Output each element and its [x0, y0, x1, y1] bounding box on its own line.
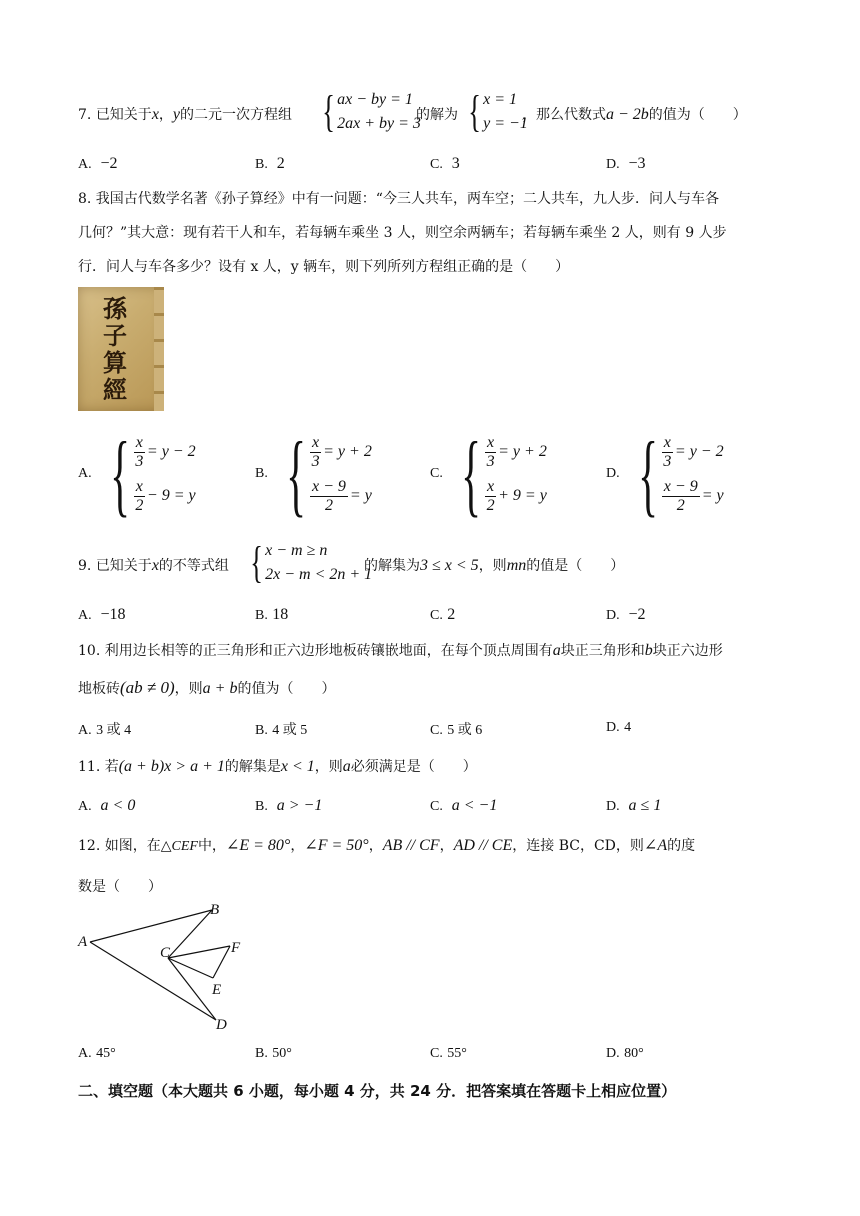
q8-stem-line2: 几何？”其大意：现有若干人和车，若每辆车乘坐 3 人，则空余两辆车；若每辆车乘坐 2 人，则有 9 人步: [78, 225, 727, 241]
point-label-d: D: [216, 1017, 227, 1033]
q11-option-b[interactable]: B. a > −1: [255, 797, 323, 814]
q11-stem: 11. 若(a + b)x > a + 1的解集是x < 1，则a必须满足是（ ）: [78, 758, 477, 775]
q11-option-c[interactable]: C. a < −1: [430, 797, 498, 814]
book-title: 孫子算經: [103, 294, 127, 404]
book-spine: [154, 287, 164, 411]
q12-geometry-figure: [70, 898, 260, 1038]
q9-option-d[interactable]: D. −2: [606, 606, 646, 623]
q7-stem-part2: ，那么代数式a − 2b的值为（ ）: [522, 106, 747, 123]
q9-inequality-system: { x − m ≥ n 2x − m < 2n + 1: [250, 538, 373, 587]
sunzi-suanjing-book-image: [78, 287, 164, 411]
q7-equation-system: { ax − by = 1 2ax + by = 3: [322, 87, 421, 136]
q8-stem-line3: 行．问人与车各多少？设有 x 人，y 辆车，则下列所列方程组正确的是（ ）: [78, 259, 570, 275]
q7-solution-system: { x = 1 y = −1: [468, 87, 528, 136]
q11-option-a[interactable]: A. a < 0: [78, 797, 136, 814]
q7-option-a[interactable]: A. −2: [78, 155, 118, 172]
point-label-f: F: [231, 940, 241, 956]
segment-ab: [90, 910, 212, 942]
q12-option-d[interactable]: D. 80°: [606, 1046, 644, 1061]
q10-option-a[interactable]: A. 3 或 4: [78, 723, 132, 738]
q12-stem-line1: 12. 如图，在△CEF中，∠E = 80°，∠F = 50°，AB // CF，AD // CE，连接 BC，CD，则∠A的度: [78, 837, 696, 854]
q9-option-c[interactable]: C. 2: [430, 606, 456, 623]
q9-option-b[interactable]: B. 18: [255, 606, 289, 623]
q10-stem-line1: 10. 利用边长相等的正三角形和正六边形地板砖镶嵌地面，在每个顶点周围有a块正三角形和b块正六边形: [78, 642, 723, 659]
q10-option-b[interactable]: B. 4 或 5: [255, 723, 308, 738]
q12-stem-line2: 数是（ ）: [78, 879, 162, 895]
q12-option-c[interactable]: C. 55°: [430, 1046, 467, 1061]
point-label-a: A: [78, 934, 88, 950]
q10-stem-line2: 地板砖(ab ≠ 0)，则a + b的值为（ ）: [78, 678, 336, 697]
q12-option-a[interactable]: A. 45°: [78, 1046, 116, 1061]
segment-ce: [168, 958, 213, 978]
q7-stem-part1: 7. 已知关于x，y的二元一次方程组: [78, 106, 293, 123]
point-label-c: C: [160, 945, 171, 961]
q10-option-d[interactable]: D. 4: [606, 720, 632, 735]
q9-stem-part1: 9. 已知关于x的不等式组: [78, 557, 229, 574]
q8-option-c[interactable]: C. { $\frac{x}{3}$ = y + 2 $\frac{x}{2}$ + 9 = y: [430, 423, 547, 525]
q9-stem-part2: 的解集为3 ≤ x < 5，则mn的值是（ ）: [364, 557, 625, 574]
segment-ad: [90, 942, 216, 1020]
q8-stem-line1: 8. 我国古代数学名著《孙子算经》中有一问题：“今三人共车，两车空；二人共车，九人步．问人与车各: [78, 191, 719, 207]
segment-fe: [213, 946, 230, 978]
section-2-heading: 二、填空题（本大题共 6 小题，每小题 4 分，共 24 分．把答案填在答题卡上相应位置）: [78, 1082, 677, 1100]
q8-option-a[interactable]: A. { $\frac{x}{3}$ = y − 2 $\frac{x}{2}$ − 9 = y: [78, 423, 196, 525]
point-label-b: B: [210, 902, 220, 918]
q8-option-d[interactable]: D. { $\frac{x}{3}$ = y − 2 $\frac{x - 9}{2}$ = y: [606, 423, 724, 525]
q12-option-b[interactable]: B. 50°: [255, 1046, 292, 1061]
q8-option-b[interactable]: B. { $\frac{x}{3}$ = y + 2 $\frac{x - 9}{2}$ = y: [255, 423, 372, 525]
point-label-e: E: [212, 982, 222, 998]
segment-cd: [168, 958, 216, 1020]
q7-option-c[interactable]: C. 3: [430, 155, 460, 172]
q7-option-d[interactable]: D. −3: [606, 155, 646, 172]
q7-solution-label: 的解为: [416, 107, 458, 123]
q9-option-a[interactable]: A. −18: [78, 606, 126, 623]
q7-option-b[interactable]: B. 2: [255, 155, 285, 172]
q10-option-c[interactable]: C. 5 或 6: [430, 723, 483, 738]
q11-option-d[interactable]: D. a ≤ 1: [606, 797, 662, 814]
